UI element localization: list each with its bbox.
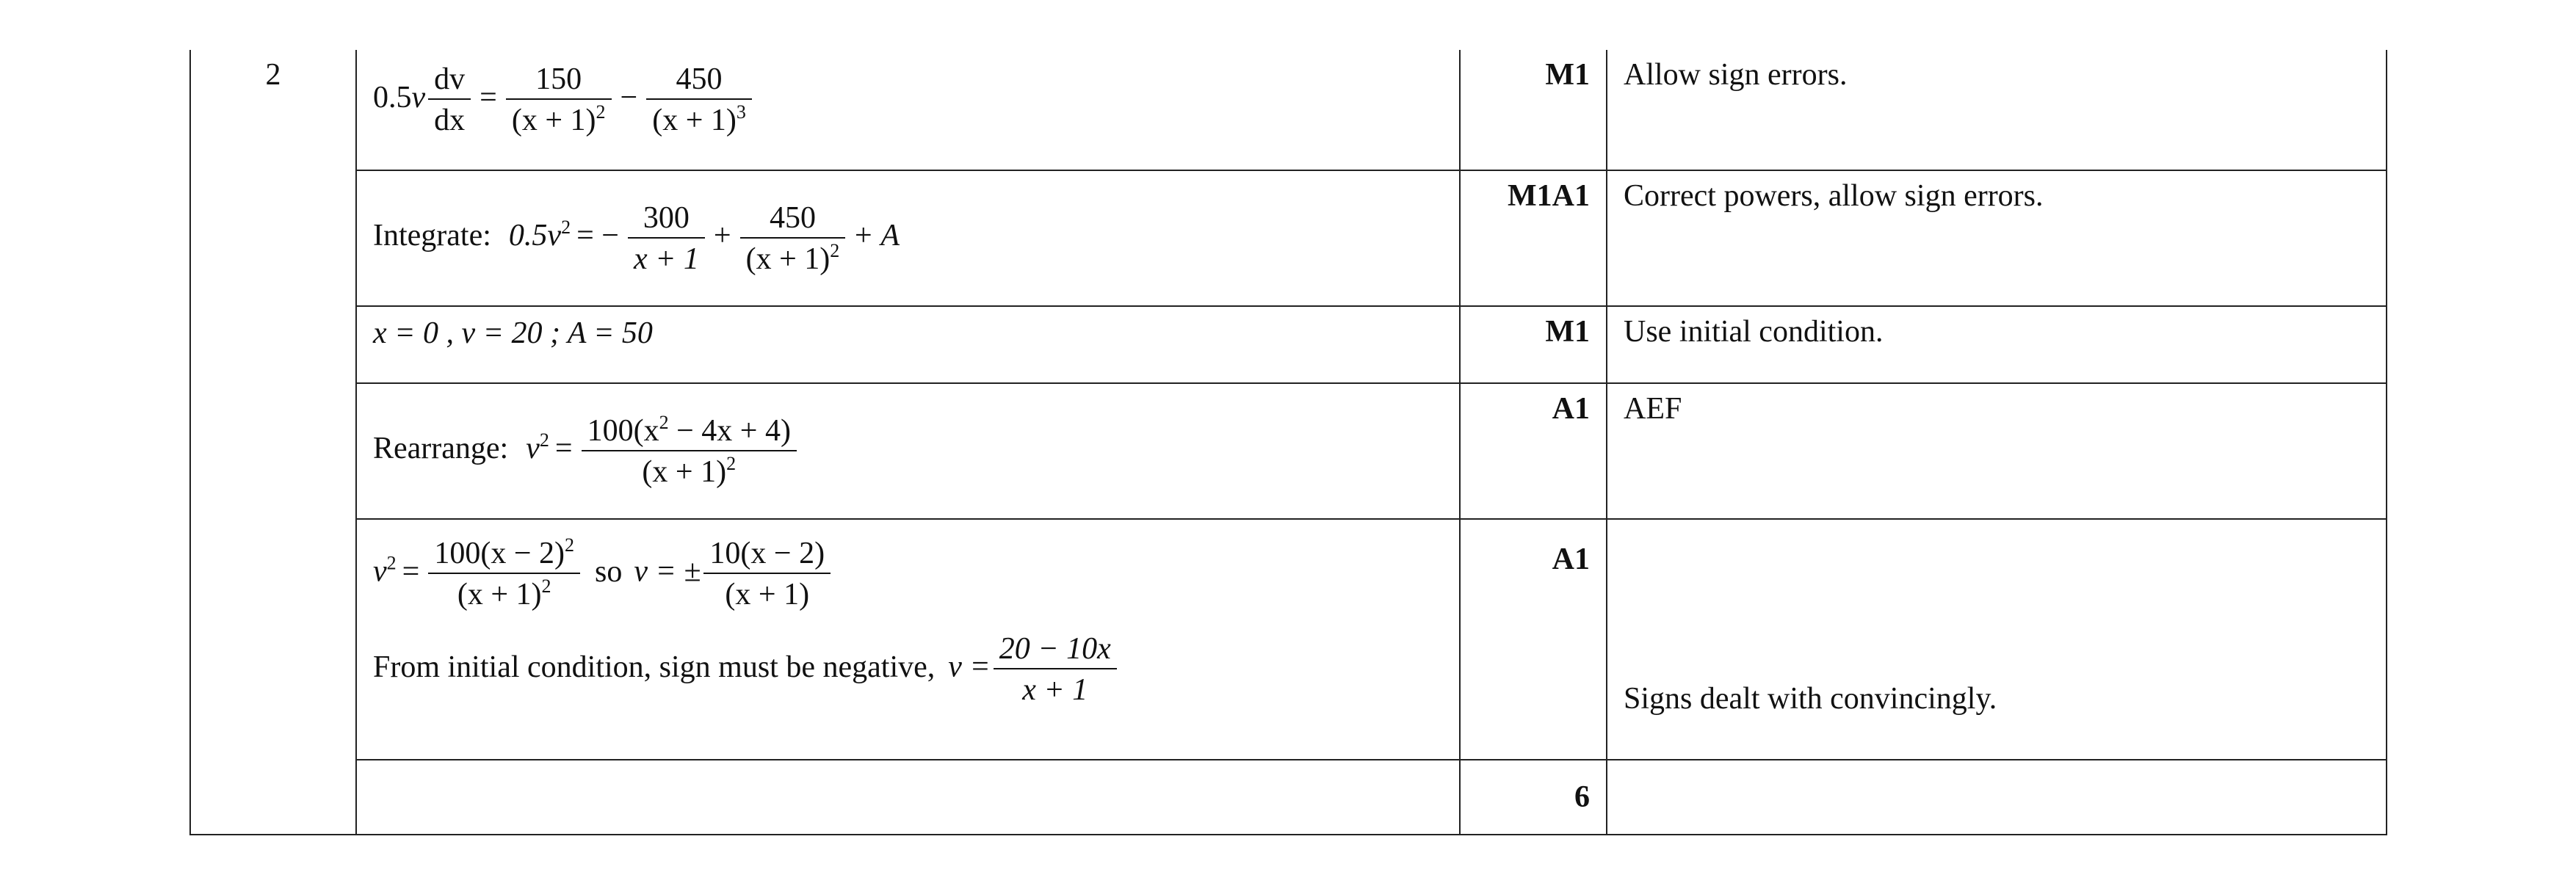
guidance-cell (1607, 170, 2387, 306)
table-row (190, 760, 2387, 835)
guidance-text: Correct powers, allow sign errors. (1624, 179, 2044, 213)
denominator-base: (x + 1) (642, 454, 727, 489)
fraction (994, 631, 1117, 708)
fraction (428, 62, 471, 138)
exponent: 2 (596, 101, 606, 123)
connector-text: so (595, 554, 623, 589)
guidance-text: Signs dealt with convincingly. (1624, 682, 1997, 716)
guidance-text: Use initial condition. (1624, 315, 1884, 349)
mark-cell (1460, 170, 1607, 306)
answer-cell (356, 170, 1460, 306)
equation (373, 631, 1459, 708)
guidance-text: Allow sign errors. (1624, 58, 1848, 92)
mark-text: M1A1 (1508, 179, 1590, 213)
denominator (740, 237, 846, 277)
constant: + A (853, 219, 900, 253)
lhs: 0.5v (508, 219, 562, 253)
exponent: 2 (386, 552, 397, 574)
equation (373, 62, 755, 137)
answer-cell (356, 519, 1460, 760)
lhs: v (373, 554, 387, 589)
mark-cell (1460, 383, 1607, 519)
lhs: v = ± (634, 554, 701, 589)
denominator: x + 1 (628, 237, 705, 277)
fraction (506, 62, 612, 138)
exponent: 2 (541, 575, 551, 597)
fraction (628, 200, 705, 277)
fraction (703, 536, 831, 612)
exponent: 2 (539, 429, 549, 451)
equals-sign: = (554, 432, 573, 466)
mark-text: A1 (1552, 392, 1590, 426)
fraction (740, 200, 846, 277)
fraction (646, 62, 752, 138)
exponent: 2 (726, 452, 737, 474)
answer-cell (356, 50, 1460, 170)
denominator (582, 450, 797, 490)
denominator-base: (x + 1) (652, 104, 737, 137)
guidance-text: AEF (1624, 392, 1682, 426)
guidance-cell (1607, 306, 2387, 383)
numerator: 20 − 10x (999, 632, 1111, 666)
mark-cell (1460, 50, 1607, 170)
numerator-base: 100(x − 2) (434, 537, 565, 570)
numerator: 10(x − 2) (709, 537, 825, 570)
exponent: 2 (830, 239, 840, 261)
numerator (582, 413, 797, 450)
mark-text: A1 (1552, 542, 1590, 576)
guidance-cell (1607, 50, 2387, 170)
numerator: 450 (676, 62, 723, 96)
mark-cell (1460, 519, 1607, 760)
fraction (428, 536, 580, 612)
equation (373, 411, 800, 489)
denominator-base: (x + 1) (745, 242, 831, 276)
denominator: (x + 1) (703, 573, 831, 612)
answer-cell (356, 306, 1460, 383)
equation: x = 0 , v = 20 ; A = 50 (373, 316, 653, 350)
table-row (190, 50, 2387, 170)
numerator: 150 (535, 62, 582, 96)
explanation-text: From initial condition, sign must be negative, (373, 650, 936, 684)
exponent: 3 (736, 101, 746, 123)
numerator-part: 100(x (587, 413, 659, 448)
mark-text: M1 (1545, 58, 1590, 92)
total-mark-cell (1460, 760, 1607, 835)
denominator (428, 573, 580, 612)
equals-sign: = (480, 80, 497, 115)
mark-cell (1460, 306, 1607, 383)
denominator (646, 98, 752, 138)
numerator: 450 (769, 200, 816, 235)
denominator (506, 98, 612, 138)
table-row (190, 306, 2387, 383)
total-mark-text: 6 (1574, 780, 1590, 814)
mark-scheme-table (189, 50, 2387, 835)
mark-text: M1 (1545, 315, 1590, 349)
minus-sign: − (620, 80, 638, 115)
question-number (190, 50, 356, 835)
guidance-cell (1607, 519, 2387, 760)
numerator: 300 (643, 200, 690, 235)
table-row (190, 519, 2387, 760)
answer-cell (356, 383, 1460, 519)
numerator-part: − 4x + 4) (668, 413, 791, 448)
question-number-text: 2 (265, 58, 281, 92)
table-row (190, 383, 2387, 519)
fraction (582, 413, 797, 490)
equals-sign: = (402, 554, 420, 589)
exponent: 2 (659, 411, 669, 433)
step-label: Integrate: (373, 219, 491, 253)
guidance-cell (1607, 760, 2387, 835)
equation (373, 200, 900, 276)
equation (373, 536, 1459, 612)
answer-cell (356, 760, 1460, 835)
exponent: 2 (561, 217, 571, 239)
step-label: Rearrange: (373, 432, 509, 466)
denominator: x + 1 (994, 668, 1117, 708)
coef: 0.5 (373, 80, 412, 115)
lhs: v = (948, 650, 991, 684)
var-v: v (411, 80, 426, 115)
guidance-cell (1607, 383, 2387, 519)
numerator: dv (434, 62, 466, 96)
denominator: dx (428, 98, 471, 138)
denominator-base: (x + 1) (457, 578, 542, 611)
table-row (190, 170, 2387, 306)
numerator (428, 536, 580, 573)
denominator-base: (x + 1) (511, 104, 596, 137)
plus-sign: + (713, 219, 731, 253)
equals-sign: = − (576, 219, 619, 253)
exponent: 2 (565, 534, 575, 556)
lhs: v (526, 432, 540, 466)
